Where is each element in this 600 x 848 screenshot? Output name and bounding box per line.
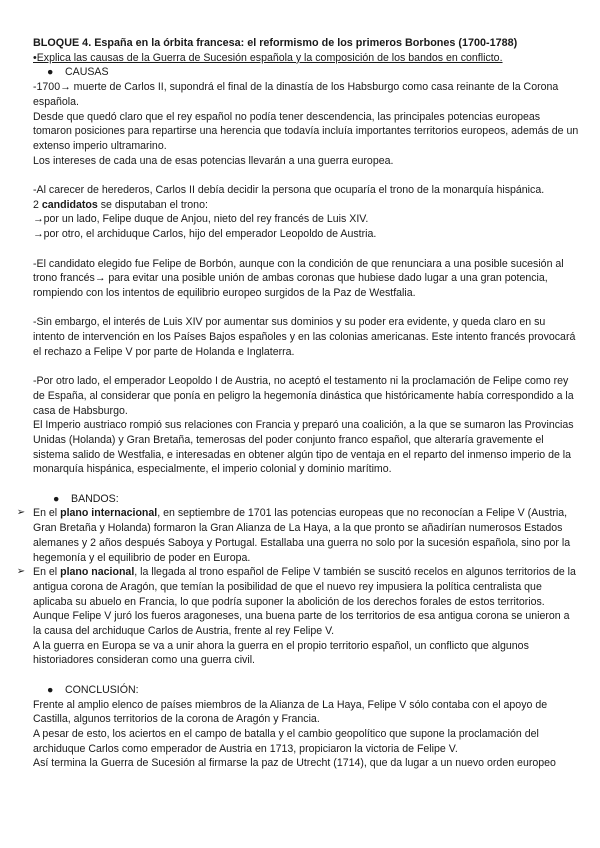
paragraph: -Sin embargo, el interés de Luis XIV por aumentar sus dominios y su poder era evidente, y queda claro en su intento de intervención en los Países Bajos españoles y en las colonias americanas. Este intento francés provocará el rechazo a Felipe V por parte de Holanda e Inglaterra. <box>33 316 576 358</box>
arrowhead-bullet-icon: ➢ <box>16 507 26 519</box>
paragraph: -Por otro lado, el emperador Leopoldo I de Austria, no aceptó el testamento ni la proclamación de Felipe como rey de España, al considerar que ponía en peligro la hegemonía dinástica que históricamente había correspondido a la casa de Habsburgo. <box>33 375 574 417</box>
spacer <box>33 668 579 683</box>
bold-text: plano internacional <box>60 507 158 520</box>
paragraph: Así termina la Guerra de Sucesión al firmarse la paz de Utrecht (1714), que da lugar a un nuevo orden europeo <box>33 757 556 770</box>
paragraph: Los intereses de cada una de esas potencias llevarán a una guerra europea. <box>33 154 394 167</box>
heading-text: CONCLUSIÓN: <box>65 683 139 696</box>
list-item <box>16 565 579 609</box>
paragraph: -Al carecer de herederos, Carlos II debía decidir la persona que ocuparía el trono de la monarquía hispánica. <box>33 184 545 197</box>
spacer <box>33 242 579 257</box>
bullet-icon: ● <box>47 683 54 696</box>
heading-text: BANDOS: <box>71 492 119 505</box>
bullet-icon: ● <box>53 492 60 505</box>
bullet-icon: ● <box>47 66 54 79</box>
bold-text: candidatos <box>41 198 98 211</box>
paragraph: -1700→ muerte de Carlos II, supondrá el final de la dinastía de los Habsburgo como casa reinante de la Corona española. <box>33 81 559 108</box>
spacer <box>33 359 579 374</box>
document-title: BLOQUE 4. España en la órbita francesa: el reformismo de los primeros Borbones (1700-1788) <box>33 37 518 49</box>
text-fragment: , en septiembre de 1701 las potencias europeas que no reconocían a Felipe V (Austria, Gran Bretaña y Holanda) formaron la Gran Alianza de La Haya, a la que pronto se añadirían numerosos Estados alemanes y 2 años después Saboya y Portugal. Estallaba una guerra no solo por la sucesión española, sino por la hegemonía y el equilibrio de poder en Europa. <box>33 507 571 564</box>
paragraph: A pesar de esto, los aciertos en el campo de batalla y el cambio geopolítico que supone la proclamación del archiduque Carlos como emperador de Austria en 1713, propiciaron la victoria de Felipe V. <box>33 727 539 755</box>
document-subtitle: •Explica las causas de la Guerra de Sucesión española y la composición de los bandos en conflicto. <box>33 51 503 64</box>
paragraph: Aunque Felipe V juró los fueros aragoneses, una buena parte de los territorios de esa antigua corona se unieron a la causa del archiduque Carlos de Austria, frente al rey Felipe V. <box>33 610 570 638</box>
spacer <box>33 301 579 316</box>
list-item <box>16 506 579 565</box>
document-page <box>16 36 579 771</box>
section-heading-causas <box>33 65 579 80</box>
paragraph: Frente al amplio elenco de países miembros de la Alianza de La Haya, Felipe V sólo contaba con el apoyo de Castilla, algunos territorios de la corona de Aragón y Francia. <box>33 698 548 726</box>
text-fragment: En el <box>33 507 61 520</box>
section-heading-conclusion <box>33 683 579 698</box>
arrowhead-bullet-icon: ➢ <box>16 566 26 578</box>
text-fragment: 2 <box>33 198 42 211</box>
text-fragment: En el <box>33 566 61 579</box>
text-fragment: , la llegada al trono español de Felipe V también se suscitó recelos en algunos territorios de la antigua corona de Aragón, que temían la posibilidad de que el nuevo rey impusiera la política centralista que aplicaba su abuelo en Francia, lo que podría suponer la abolición de los derechos forales de estos territorios. <box>33 566 576 608</box>
spacer <box>33 168 579 183</box>
paragraph: Desde que quedó claro que el rey español no podía tener descendencia, las principales potencias europeas tomaron posiciones para repartirse una herencia que todavía incluía importantes territorios europeos, además de un extenso imperio ultramarino. <box>33 110 579 152</box>
spacer <box>33 477 579 492</box>
text-fragment: se disputaban el trono: <box>97 198 208 211</box>
paragraph: →por otro, el archiduque Carlos, hijo del emperador Leopoldo de Austria. <box>33 228 377 241</box>
paragraph <box>33 198 579 213</box>
paragraph: El Imperio austriaco rompió sus relaciones con Francia y preparó una coalición, a la que se sumaron las Provincias Unidas (Holanda) y Gran Bretaña, temerosas del poder conjunto franco español, que alteraría gravemente el sistema salido de Westfalia, e interesadas en obtener algún tipo de ventaja en el reparto del inmenso imperio de la monarquía hispánica, especialmente, el imperio colonial y dominio marítimo. <box>33 419 574 476</box>
bold-text: plano nacional <box>60 566 135 579</box>
paragraph: A la guerra en Europa se va a unir ahora la guerra en el propio territorio español, un conflicto que algunos historiadores consideran como una guerra civil. <box>33 639 529 667</box>
section-heading-bandos <box>33 492 579 507</box>
heading-text: CAUSAS <box>65 66 109 79</box>
paragraph: →por un lado, Felipe duque de Anjou, nieto del rey francés de Luis XIV. <box>33 213 369 226</box>
paragraph: -El candidato elegido fue Felipe de Borbón, aunque con la condición de que renunciara a una posible sucesión al trono francés→ para evitar una posible unión de ambas coronas que hubiese dado lugar a una gran potencia, rompiendo con los intentos de equilibrio europeo surgidos de la Paz de Westfalia. <box>33 257 564 299</box>
